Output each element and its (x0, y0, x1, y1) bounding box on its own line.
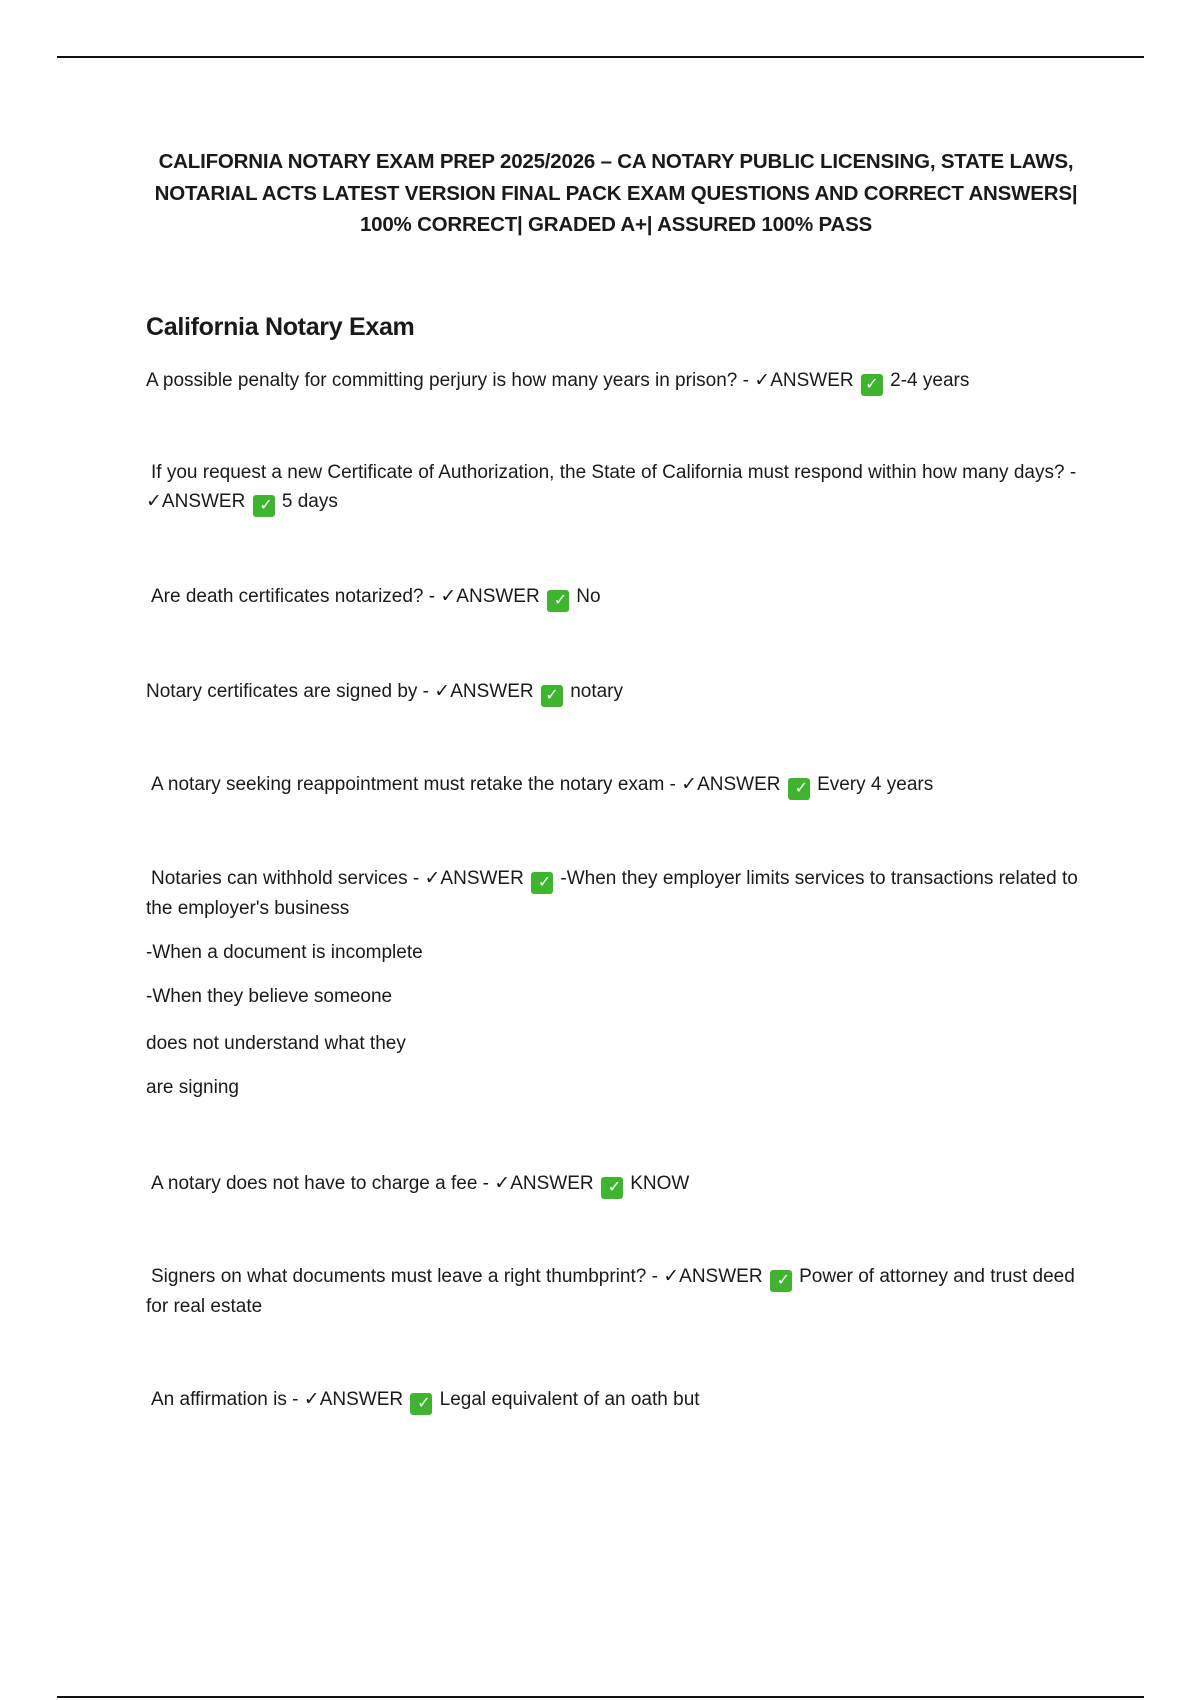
checkmark-icon: ✓ (303, 1389, 320, 1410)
green-check-icon: ✓ (770, 1270, 792, 1292)
answer-continuation: -When a document is incomplete (146, 942, 423, 963)
answer-label: ANSWER (319, 1389, 404, 1410)
question-text: An affirmation is - (151, 1389, 299, 1410)
checkmark-icon: ✓ (146, 491, 162, 512)
qa-item (146, 677, 1096, 707)
green-check-icon: ✓ (531, 872, 553, 894)
answer-label: ANSWER (456, 586, 540, 607)
green-check-icon: ✓ (253, 495, 275, 517)
qa-item (146, 770, 1096, 800)
answer-text: No (576, 586, 601, 607)
green-check-icon: ✓ (601, 1177, 623, 1199)
green-check-icon: ✓ (541, 685, 563, 707)
answer-label: ANSWER (161, 491, 246, 512)
answer-text: Legal equivalent of an oath but (439, 1389, 700, 1410)
question-text: Are death certificates notarized? - (151, 586, 436, 607)
question-text: A notary does not have to charge a fee - (151, 1173, 490, 1194)
answer-text: 5 days (281, 491, 338, 512)
checkmark-icon: ✓ (424, 868, 441, 889)
document-title: CALIFORNIA NOTARY EXAM PREP 2025/2026 – CA NOTARY PUBLIC LICENSING, STATE LAWS, NOTARIAL ACTS LATEST VERSION FINAL PACK EXAM QUESTIONS AND CORRECT ANSWERS| 100% CORRECT| GRADED A+| ASSURED 100% PASS (154, 150, 1078, 236)
green-check-icon: ✓ (861, 374, 883, 396)
question-text: A possible penalty for committing perjury is how many years in prison? - (146, 370, 749, 391)
qa-item (146, 864, 1096, 923)
question-text: A notary seeking reappointment must retake the notary exam - (151, 774, 676, 795)
bottom-rule (57, 1696, 1144, 1698)
answer-label: ANSWER (770, 370, 854, 391)
answer-label: ANSWER (679, 1266, 763, 1287)
answer-label: ANSWER (697, 774, 781, 795)
checkmark-icon: ✓ (663, 1266, 680, 1287)
question-text: Signers on what documents must leave a right thumbprint? - (151, 1266, 658, 1287)
checkmark-icon: ✓ (434, 681, 451, 702)
answer-continuation: does not understand what they (146, 1033, 406, 1054)
qa-item (146, 366, 1096, 396)
green-check-icon: ✓ (547, 590, 569, 612)
top-rule (57, 56, 1144, 58)
answer-label: ANSWER (510, 1173, 594, 1194)
qa-item (146, 1262, 1096, 1321)
qa-item (146, 1169, 1096, 1199)
qa-item (146, 458, 1096, 517)
checkmark-icon: ✓ (754, 370, 771, 391)
section-heading: California Notary Exam (146, 313, 415, 341)
answer-text: notary (570, 681, 623, 702)
question-text: If you request a new Certificate of Authorization, the State of California must respond within how many days? - (151, 462, 1077, 483)
question-text: Notaries can withhold services - (151, 868, 420, 889)
question-text: Notary certificates are signed by - (146, 681, 430, 702)
answer-text: Every 4 years (817, 774, 934, 795)
answer-label: ANSWER (450, 681, 534, 702)
answer-continuation: are signing (146, 1077, 239, 1098)
qa-item (146, 1385, 1096, 1415)
answer-label: ANSWER (440, 868, 524, 889)
answer-text: Power of attorney and trust deed for real estate (146, 1266, 1075, 1317)
green-check-icon: ✓ (410, 1393, 432, 1415)
answer-text: KNOW (630, 1173, 690, 1194)
green-check-icon: ✓ (788, 778, 810, 800)
checkmark-icon: ✓ (440, 586, 457, 607)
checkmark-icon: ✓ (681, 774, 698, 795)
answer-text: 2-4 years (890, 370, 970, 391)
qa-item (146, 582, 1096, 612)
answer-continuation: -When they believe someone (146, 986, 393, 1007)
checkmark-icon: ✓ (494, 1173, 511, 1194)
answer-text: -When they employer limits services to transactions related to the employer's business (146, 868, 1078, 919)
